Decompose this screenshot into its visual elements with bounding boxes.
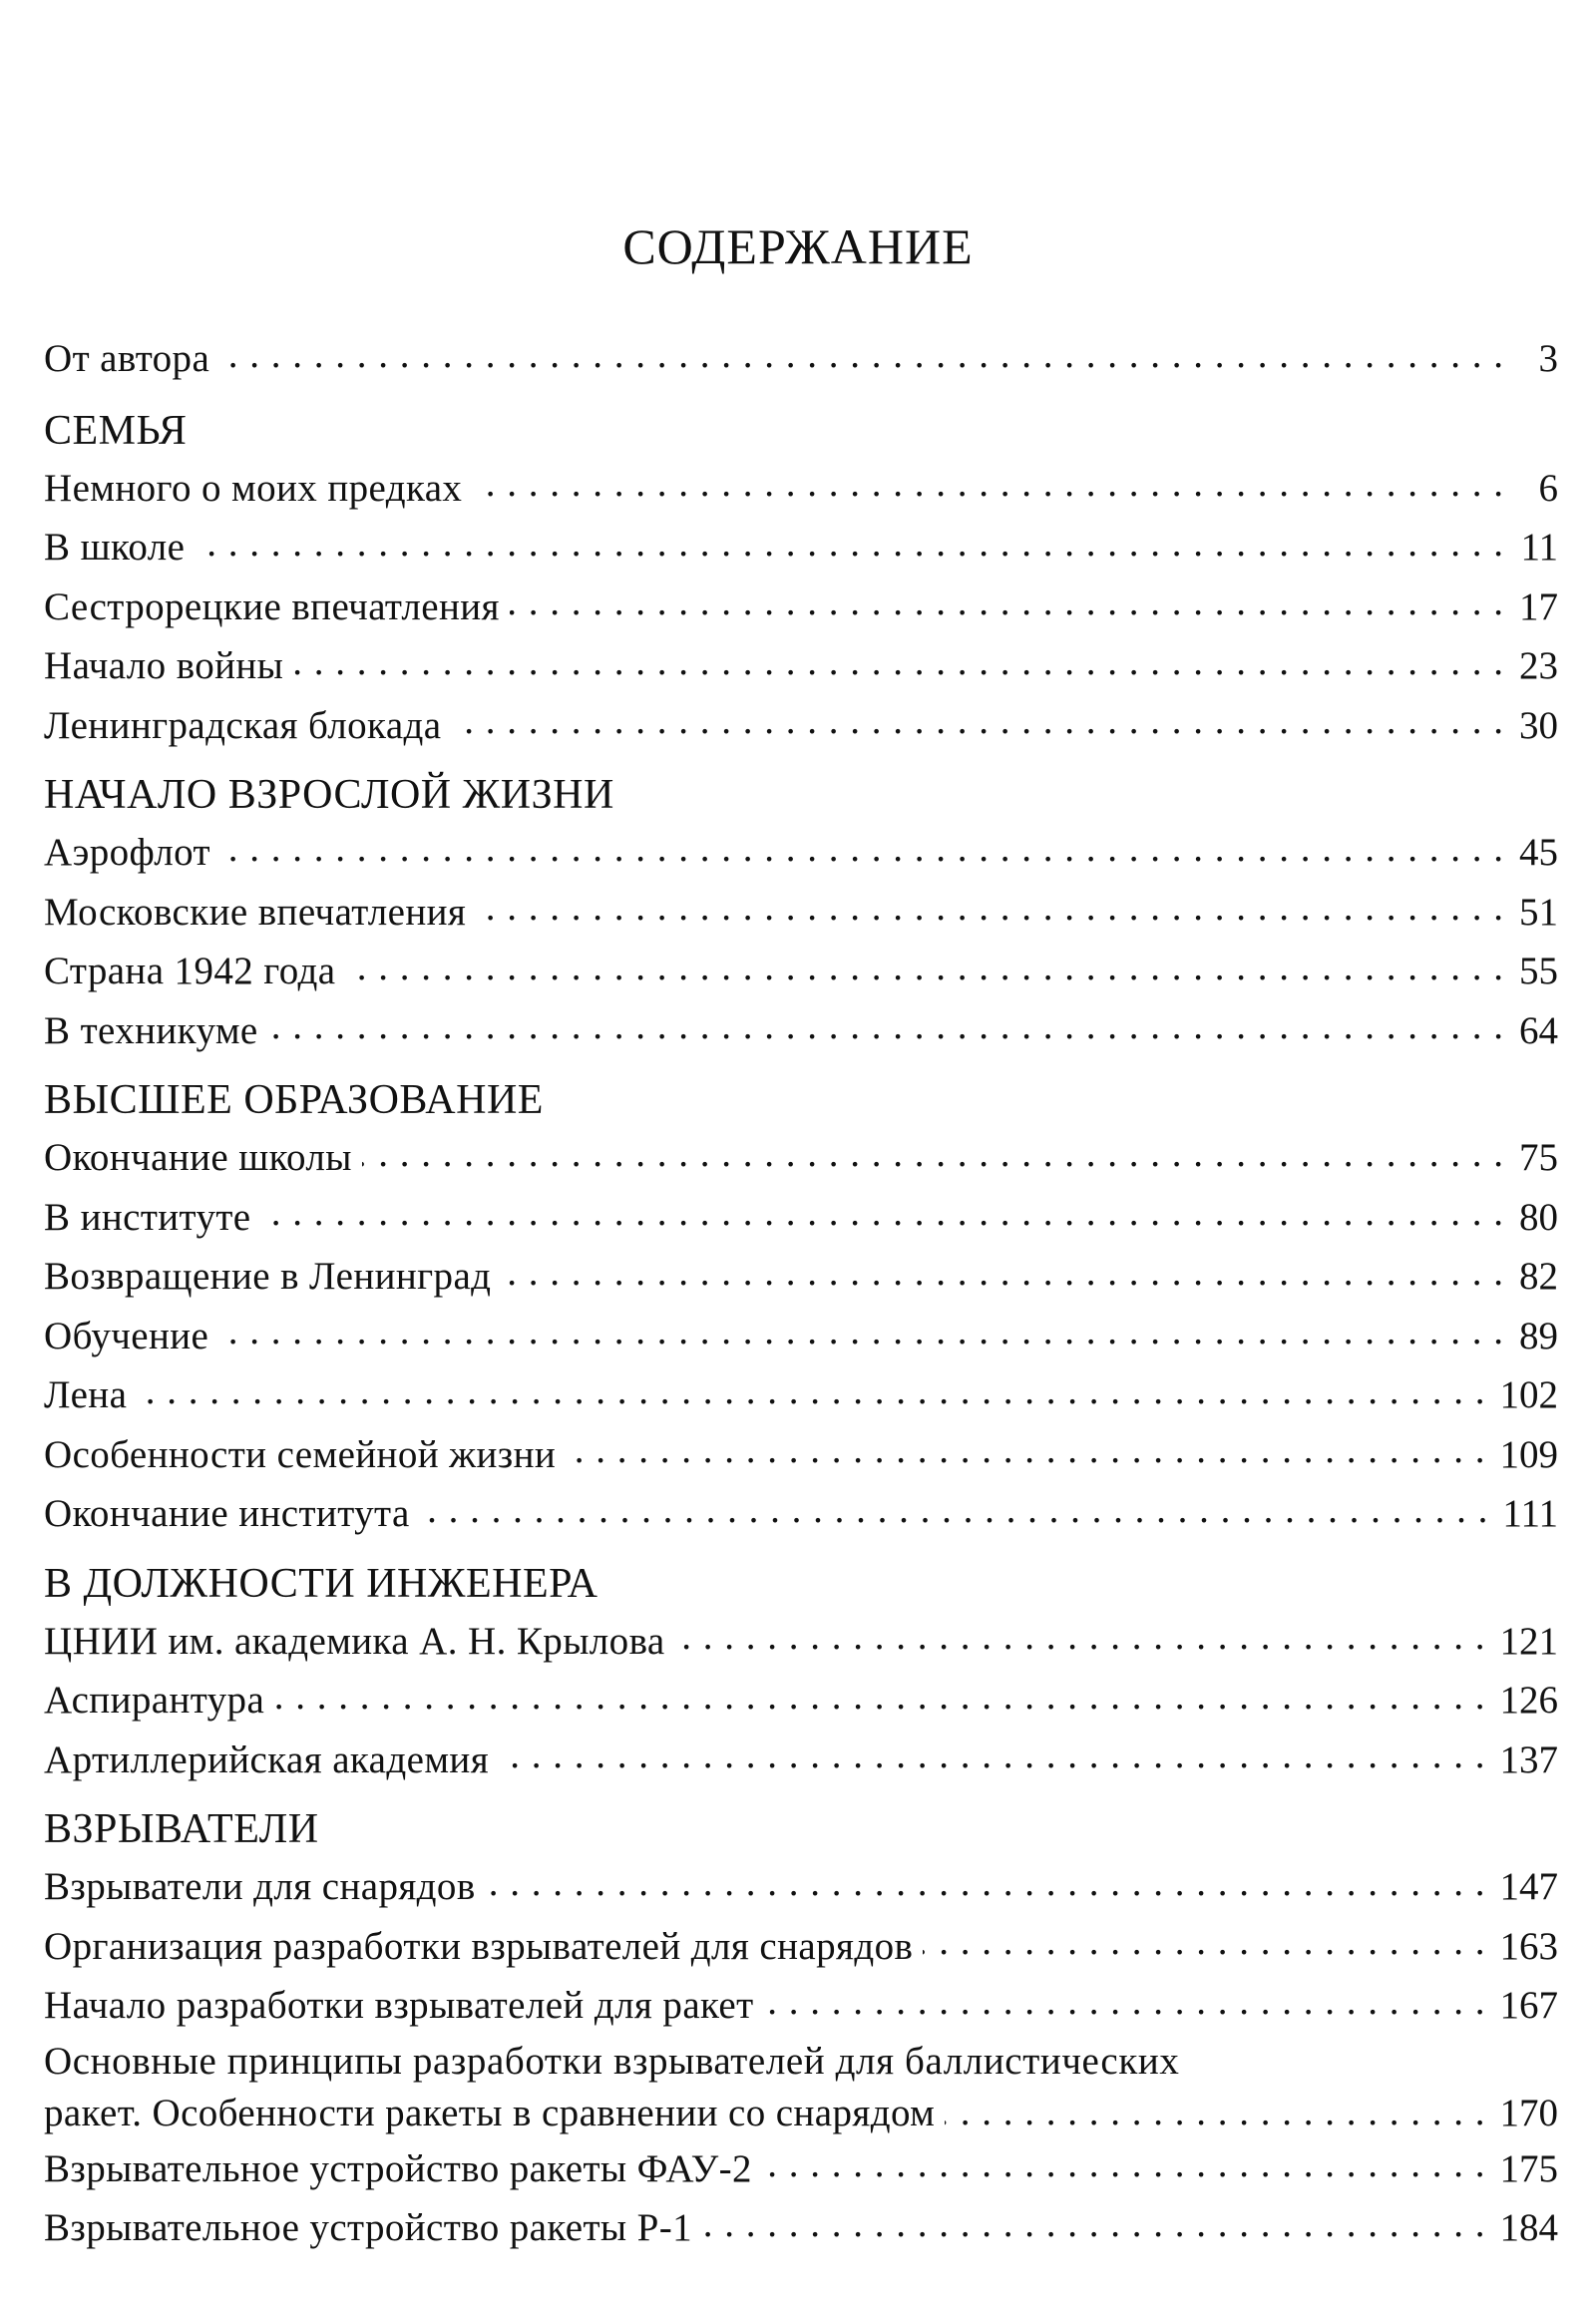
toc-entry-page: 147 [1499, 1865, 1558, 1908]
dot-leader [268, 1011, 1504, 1050]
dot-leader [675, 1622, 1486, 1661]
toc-entry[interactable] [44, 1857, 1558, 1917]
toc-entry-page: 11 [1520, 526, 1558, 569]
toc-entry[interactable] [44, 578, 1558, 637]
toc-entry-label: Аспирантура [44, 1679, 265, 1722]
toc-entry-page: 111 [1502, 1492, 1558, 1535]
toc-entry-label: Организация разработки взрывателей для снарядов [44, 1924, 914, 1968]
toc-entry-page: 75 [1519, 1136, 1558, 1179]
toc-entry-page: 30 [1519, 703, 1558, 747]
toc-entry-page: 17 [1519, 584, 1558, 628]
toc-entry-label: Московские впечатления [44, 890, 467, 934]
toc-entry-page: 64 [1519, 1008, 1558, 1052]
toc-entry[interactable] [44, 1188, 1558, 1248]
toc-entry[interactable] [44, 1307, 1558, 1366]
toc-entry[interactable] [44, 2198, 1558, 2258]
toc-entry-page: 167 [1499, 1984, 1558, 2027]
dot-leader [501, 1257, 1504, 1296]
toc-entry-label: Взрывательное устройство ракеты ФАУ-2 [44, 2146, 752, 2190]
toc-entry-line2 [44, 2088, 1558, 2139]
toc-entry-label: Страна 1942 года [44, 950, 336, 992]
toc-entry-label: Окончание школы [44, 1136, 352, 1179]
dot-leader [472, 469, 1504, 508]
toc-entry[interactable] [44, 1484, 1558, 1544]
toc-entry[interactable] [44, 1976, 1558, 2036]
toc-entry-page: 89 [1519, 1314, 1558, 1357]
toc-entry-label: ЦНИИ им. академика А. Н. Крылова [44, 1619, 665, 1663]
toc-entry-page: 45 [1519, 831, 1558, 874]
toc-entry[interactable] [44, 1612, 1558, 1672]
toc-entry-page: 121 [1499, 1619, 1558, 1663]
dot-leader [218, 1317, 1504, 1355]
toc-entry[interactable] [44, 1917, 1558, 1977]
dot-leader [476, 893, 1504, 932]
toc-entry-label: Лена [44, 1373, 128, 1416]
dot-leader [486, 1867, 1486, 1906]
toc-entry-label: Немного о моих предках [44, 466, 463, 510]
toc-entry-page: 82 [1519, 1255, 1558, 1298]
toc-entry-page: 184 [1499, 2206, 1558, 2249]
toc-entry-label: В техникуме [44, 1008, 258, 1052]
toc-entry-label: В институте [44, 1195, 251, 1239]
section-heading-engineer: В ДОЛЖНОСТИ ИНЖЕНЕРА [44, 1560, 598, 1607]
toc-entry-intro[interactable] [44, 329, 1558, 389]
toc-entry-page: 51 [1519, 890, 1558, 934]
toc-entry-label: Окончание института [44, 1492, 410, 1535]
toc-entry-page: 3 [1538, 337, 1558, 380]
toc-entry-page: 109 [1499, 1432, 1558, 1476]
dot-leader [420, 1494, 1489, 1533]
toc-entry-label: Аэрофлот [44, 831, 210, 874]
toc-entry-label: Особенности семейной жизни [44, 1432, 557, 1476]
toc-entry-label: Артиллерийская академия [44, 1737, 490, 1781]
dot-leader [261, 1198, 1504, 1237]
section-heading-adult-life: НАЧАЛО ВЗРОСЛОЙ ЖИЗНИ [44, 772, 614, 818]
toc-entry-multiline[interactable] [44, 2036, 1558, 2139]
table-of-contents [44, 329, 1558, 2258]
toc-entry[interactable] [44, 459, 1558, 519]
toc-entry-label: Начало войны [44, 644, 284, 687]
toc-entry-page: 126 [1499, 1679, 1558, 1722]
toc-entry[interactable] [44, 1247, 1558, 1307]
toc-entry[interactable] [44, 696, 1558, 756]
toc-entry-label: Возвращение в Ленинград [44, 1255, 492, 1298]
toc-entry[interactable] [44, 942, 1558, 1001]
toc-entry-label: В школе [44, 526, 186, 569]
toc-entry[interactable] [44, 1001, 1558, 1061]
toc-entry-label: Сестрорецкие впечатления [44, 584, 500, 628]
toc-entry-page: 6 [1538, 466, 1558, 510]
toc-entry-page: 163 [1499, 1924, 1558, 1968]
page-title: СОДЕРЖАНИЕ [622, 218, 974, 274]
dot-leader [362, 1138, 1504, 1177]
toc-entry[interactable] [44, 1731, 1558, 1790]
toc-entry-page: 23 [1519, 644, 1558, 687]
toc-entry-label: Начало разработки взрывателей для ракет [44, 1984, 754, 2027]
dot-leader [566, 1435, 1485, 1474]
toc-entry-label: Взрывательное устройство ракеты Р-1 [44, 2206, 693, 2249]
dot-leader [345, 952, 1504, 990]
toc-entry-page: 175 [1499, 2146, 1558, 2190]
section-heading-higher-education: ВЫСШЕЕ ОБРАЗОВАНИЕ [44, 1077, 544, 1123]
toc-entry[interactable] [44, 823, 1558, 883]
toc-entry-label: Ленинградская блокада [44, 703, 442, 747]
toc-entry[interactable] [44, 1128, 1558, 1188]
section-heading-fuzes: ВЗРЫВАТЕЛИ [44, 1806, 319, 1852]
dot-leader [220, 833, 1504, 872]
dot-leader [137, 1375, 1485, 1414]
toc-entry[interactable] [44, 1365, 1558, 1425]
toc-entry-page: 80 [1519, 1195, 1558, 1239]
dot-leader [451, 706, 1504, 745]
toc-entry-label: Обучение [44, 1314, 209, 1357]
toc-entry-page: 55 [1519, 950, 1558, 992]
toc-entry[interactable] [44, 518, 1558, 578]
toc-entry-label-line1: Основные принципы разработки взрывателей для баллистических [44, 2039, 1180, 2083]
dot-leader [195, 528, 1504, 567]
toc-entry[interactable] [44, 1671, 1558, 1731]
dot-leader [293, 646, 1504, 685]
dot-leader [764, 1986, 1486, 2025]
dot-leader [923, 1927, 1485, 1966]
toc-entry[interactable] [44, 1425, 1558, 1485]
dot-leader [510, 587, 1504, 626]
dot-leader [702, 2208, 1485, 2247]
section-heading-family: СЕМЬЯ [44, 407, 188, 454]
dot-leader [499, 1740, 1485, 1779]
toc-entry[interactable] [44, 636, 1558, 696]
toc-entry-page: 137 [1499, 1737, 1558, 1781]
toc-entry[interactable] [44, 883, 1558, 943]
toc-entry-label: Взрыватели для снарядов [44, 1865, 476, 1908]
toc-entry-page: 102 [1499, 1373, 1558, 1416]
dot-leader [219, 339, 1504, 378]
toc-entry-label: От автора [44, 337, 210, 380]
dot-leader [762, 2149, 1486, 2188]
dot-leader [945, 2094, 1485, 2132]
toc-entry-label-line2: ракет. Особенности ракеты в сравнении со снарядом [44, 2091, 936, 2134]
dot-leader [274, 1681, 1485, 1720]
toc-entry-page: 170 [1499, 2091, 1558, 2134]
toc-entry[interactable] [44, 2139, 1558, 2199]
